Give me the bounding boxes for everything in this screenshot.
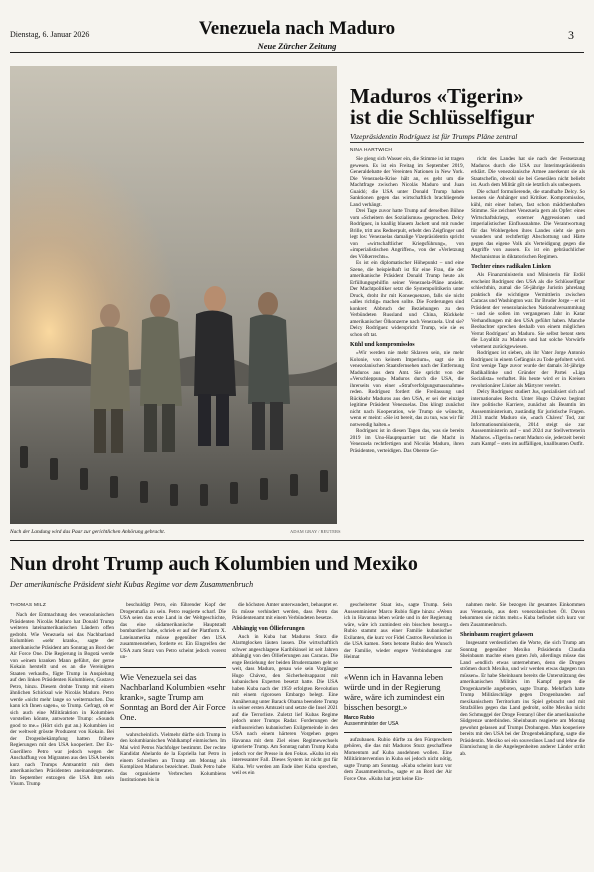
story2-subhead-2: Sheinbaum reagiert gelassen xyxy=(460,632,534,638)
paragraph: Als Finanzministerin und Ministerin für Erdöl erscheint Rodríguez den USA als die Schlüsselfigur schlechthin, zumal die 56-jährige Juristin jahrelang praktisch die wichtigste Vermittlerin zwischen Caracas und Washington war. Ihr Bruder Jorge – er ist Präsident der venezolanischen Nationalversammlung – und sie sollen im vergangenen Jahr in Katar Verhandlungen mit den USA geführt haben. Manche Beobachter sprechen deshalb von einem möglichen Verrat Rodríguez' an Maduro. Sie selbst betont stets die Loyalität zu Maduro und hat solche Vorwürfe vehement zurückgewiesen. xyxy=(471,272,585,350)
story2-author: THOMAS MILZ xyxy=(10,603,47,608)
quote-rule xyxy=(120,667,226,668)
header-rule xyxy=(10,52,584,53)
paragraph: wahrscheinlich. Vielmehr dürfte sich Trump in den kolumbianischen Wahlkampf einmischen. Im Mai wird Petros Nachfolger bestimmt. Der rechte Kandidat Abelardo de la Espriella hat Petro in einem Schreiben an Trump am Montag als Komplizen Maduros bezeichnet. Dank Petro habe das organisierte Verbrechen Kolumbiens Institutionen bis in xyxy=(120,731,226,783)
paragraph: Rodríguez ist sieben, als ihr Vater Jorge Antonio Rodríguez in einem Gefängnis zu Tode gefoltert wird. Erst wenige Tage zuvor wurde der damals 34-jährige Radikallinke und Gründer der Partei «Liga Socialista» verhaftet. Bis heute wird er in Kreisen revolutionärer Linker als Märtyrer verehrt. xyxy=(471,350,585,389)
paragraph: beschuldigt Petro, ein führender Kopf der Drogenmafia zu sein. Petro reagierte scharf. Die USA seien das erste Land in der Weltgeschichte, das eine südamerikanische Hauptstadt bombardiert habe, schrieb er auf der Plattform X. Lateinamerika müsse gegenüber den USA zusammenstehen, forderte er. Ein Eingreifen der USA zum Sturz von Petro scheint jedoch vorerst un- xyxy=(120,602,226,660)
story1-subhead-2: Tochter eines radikalen Linken xyxy=(471,264,551,270)
story2-column-2 xyxy=(120,602,226,868)
paragraph: Sie gieng sich Wasser ein, die Stimme ist ist tragen gewesen. Es ist ein Freitag im September 2019, Generaldebatte der Vereinten Nationen in New York. Die Venezuela-Krise hält an, es geht um die Machtfrage zwischen Nicolás Maduro und Juan Guaidó; die USA unter Donald Trump haben Sanktionen gegen das wirtschaftlich brachliegende Land verhängt. xyxy=(350,156,464,208)
newspaper-name: Neue Zürcher Zeitung xyxy=(257,41,337,51)
airport-scene-illustration xyxy=(10,66,337,524)
paragraph: Auch in Kuba hat Maduros Sturz die Alarmglocken läuten lassen. Die wirtschaftlich schwer angeschlagene Karibikinsel ist seit Jahren abhängig von den Öllieferungen aus Caracas. Die enge Beziehung der beiden Bruderstaaten geht so weit, dass Maduro, genau wie sein Vorgänger Hugo Chávez, den Sicherheitsapparat mit kubanischen Experten besetzt hatte. Die USA haben Kuba nach der 1959 erfolgten Revolution mit einem rigorosen Embargo belegt. Eine Annäherung unter Barack Obama beendete Trump in seiner ersten Amtszeit und setzte die Insel 2021 auf die Terrorliste. Zuletzt lief Kubas Regime jedoch unter Trumps Radar. Forderungen der einflussreichen kubanischen Exilgemeinde in den USA nach einem härteren Vorgehen gegen Havanna mit dem Ziel eines Regimewechsels ignorierte Trump. Am Sonntag nahm Trump Kuba jedoch vor der Presse in den Fokus. «Kuba ist ein interessanter Fall. Dieses System ist nicht gut für Kuba. Wir werden am Ende über Kuba sprechen, weil es ein xyxy=(232,633,338,776)
story2-headline: Nun droht Trump auch Kolumbien und Mexiko xyxy=(10,553,418,575)
story2-column-4 xyxy=(344,602,452,868)
quote-rule xyxy=(344,732,452,733)
paragraph: Delcy Rodríguez studiert Jus, spezialisiert sich auf internationales Recht. Unter Hugo Chávez beginnt ihre politische Karriere, zunächst als Beamtin im Aussenministerium, zuständig für juristische Fragen. 2013 macht Maduro sie, «nach Chávez' Tod, zur Informationsministerin, 2014 steigt sie zur Aussenministerin auf – und 2024 zur Stellvertreterin Maduros. «Tigerin» nennt Maduro sie, jederzeit bereit zum Kampf – stets im auffälligen, knallbunten Outfit. xyxy=(471,389,585,447)
pull-quote-1: Wie Venezuela sei das Nachbarland Kolumbien «sehr krank», sagte Trump am Sonntag an Bord der Air Force One. xyxy=(120,671,226,722)
section-divider xyxy=(10,540,584,541)
paragraph: richt des Landes hat sie nach der Festsetzung Maduros durch die USA zur Interimspräsidentin erklärt. Die venezolanische Armee anerkennt sie als Staatschefin, obwohl sie bei Generälen nicht beliebt ist. Auch dem Militär gilt sie letztlich als unbequem. xyxy=(471,156,585,188)
story1-headline-line2: ist die Schlüsselfigur xyxy=(350,105,535,129)
story1-column-1 xyxy=(350,156,464,530)
photo-credit: ADAM GRAY / REUTERS xyxy=(290,529,341,534)
paragraph: Insgesamt verdeutlichen die Worte, die sich Trump am Sonntag gegenüber Mexiko Präsidentin Claudia Sheinbaum machte einen guten Job, allerdings müsse das Land «endlich etwas unternehmen, denn die Drogen strömen durch Mexiko, und wir werden etwas dagegen tun müssen». Er habe Sheinbaum bereits die Unterstützung des amerikanischen Militärs im Kampf gegen die Drogenkartelle angeboten, sagte Trump. Mehrfach hatte Trump Militärschläge gegen Drogenbanden auf mexikanischem Territorium ins Spiel gebracht und mit Strafzöllen gegen das Land gedroht, sollte Mexiko nicht den Schmuggel der Droge Fentanyl über die amerikanische Südgrenze unterbinden. Sheinbaum reagierte am Montag gewohnt gelassen auf Trumps Drohungen. Man kooperiere bereits mit den USA bei der Drogenbekämpfung, sagte die Präsidentin. Mexiko sei ein souveränes Land und lehne die Einmischung in die Angelegenheiten anderer Länder strikt ab. xyxy=(460,640,585,757)
paragraph: Rodríguez ist in diesen Tagen das, was sie bereits 2019 im Uno-Hauptquartier tat: die Macht in Venezuela rechtfertigen und Nicolás Maduro, ihren Präsidenten, verteidigen. Das Oberste Ge- xyxy=(350,428,464,454)
photo-caption: Nach der Landung wird das Paar zur gerichtlichen Anhörung gebracht. xyxy=(10,529,166,535)
story1-author: NINA HARTWICH xyxy=(350,148,393,153)
story1-column-2 xyxy=(471,156,585,530)
paragraph: «Wir werden nie mehr Sklaven sein, nie mehr Kolonie, von keinem Imperium», sagt sie im venezolanischen Staatsfernsehen nach der Entfernung Maduros aus dem Amt. Sie spricht von der «Verschleppung» Maduros durch die USA, die ihrerseits von einer «Strafverfolgungsmassnahme» reden. Rodríguez fordert die Freilassung und Rückkehr Maduros aus den USA, er sei der einzige legitime Präsident Venezuelas. Das klingt zunächst nicht nach Kooperation, wie Trump sie wünscht, wenn er meint: «Sie ist bereit, das zu tun, was wir für notwendig halten.» xyxy=(350,350,464,428)
page-number: 3 xyxy=(568,28,574,42)
story2-column-1 xyxy=(10,612,114,868)
paragraph: Die scharf formulierende, die standhafte Delcy. So kennen sie Anhänger und Kritiker. Kompromisslos, kühl, mit einer hohen, fast schon mädchenhaften Stimme. Sie zeichnet Venezuela gern als Opfer: eines Wirtschaftskriegs, externer Aggressionen und imperialistischer Einflussnahme. Die Verantwortung für das Wohlergehen ihres Landes sieht sie gern woanders und rechtfertigt Abschottung und Härte gegen das eigene Volk als Verteidigung gegen die Angriffe von aussen. Es ist ein gebräuchlicher Mechanismus in diktatorischen Regimen. xyxy=(471,188,585,260)
paragraph: Drei Tage zuvor hatte Trump auf derselben Bühne vom «Scheitern des Sozialismus» gesprochen. Delcy Rodríguez, in knallig blauem Jackett und mit runder Brille, tritt ans Rednerpult, erhebt den Zeigfinger und legt los: Venezuelas damalige Vizepräsidentin spricht von «wirtschaftlicher Kriegsführung», von «imperialistischen Angriffen», von der «Verletzung des Völkerrechts». xyxy=(350,208,464,260)
story2-column-3 xyxy=(232,602,338,868)
story2-subhead-1: Abhängig von Öllieferungen xyxy=(232,625,305,632)
story2-subtitle: Der amerikanische Präsident sieht Kubas Regime vor dem Zusammenbruch xyxy=(10,580,254,589)
story1-subhead-1: Kühl und kompromisslos xyxy=(350,342,415,348)
pull-quote-2: «Wenn ich in Havanna leben würde und in der Regierung wäre, wäre ich zumindest ein bisschen besorgt.» xyxy=(344,671,445,712)
issue-date: Dienstag, 6. Januar 2026 xyxy=(10,30,90,39)
quote-author-role: Aussenminister der USA xyxy=(344,721,399,727)
section-title: Venezuela nach Maduro xyxy=(198,18,396,39)
quote-author-name: Marco Rubio xyxy=(344,714,375,721)
paragraph: aufzubauen. Rubio dürfte zu den Fürsprechern gehören, die das mit Maduros Sturz geschaffene Momentum auf Kuba ausdehnen wollen. Eine Militärintervention in Kuba sei jedoch nicht nötig, sagte Trump am Sonntag. «Kuba scheint kurz vor dem Zusammenbruch», sagte er an Bord der Air Force One. «Kuba hat jetzt keine Ein- xyxy=(344,736,452,782)
story1-rule xyxy=(350,142,584,143)
quote-rule xyxy=(120,727,226,728)
story2-column-5 xyxy=(460,602,585,868)
story1-subtitle: Vizepräsidentin Rodríguez ist für Trumps Pläne zentral xyxy=(350,132,518,141)
paragraph: Es ist ein diplomatischer Höhepunkt – und eine Szene, die beispielhaft ist für eine Frau, die der amerikanische Präsident Donald Trump heute als Erfüllungsgehilfin seiner Venezuela-Pläne ansieht. Der Machtpolitiker setzt die Systempolitikerin unter Druck, droht ihr mit Konsequenzen, falls sie nicht «alles richtig» machen sollte. Die Forderungen sind konkret: Abbruch der Beziehungen zu den Verbündeten Russland und China, Rückkehr amerikanischer Ölkonzerne nach Venezuela. Und sie? Delcy Rodríguez widerspricht Trump, wie sie es schon oft tat. xyxy=(350,260,464,338)
quote-rule xyxy=(344,667,452,668)
paragraph: nahmen mehr. Sie bezogen ihr gesamtes Einkommen aus Venezuela, aus dem venezolanischen Öl. Davon bekommen sie nichts mehr.» Kuba befindet sich kurz vor dem Zusammenbruch. xyxy=(460,602,585,628)
paragraph: Nach der Entmachtung des venezolanischen Präsidenten Nicolás Maduro hat Donald Trump weiteren lateinamerikanischen Ländern offen gedroht. Wie Venezuela sei das Nachbarland Kolumbien «sehr krank», sagte der amerikanische Präsident am Sonntag an Bord der Air Force One. Die Regierung in Bogotá werde von «einem kranken Mann geführt, der gerne Kokain herstellt und es an die Vereinigten Staaten verkauft», fügte Trump in Anspielung auf den linken Präsidenten Kolumbiens, Gustavo Petro, hinzu. Diesem drohte Trump mit einem ähnlichen Schicksal wie Nicolás Maduro. Petro werde «nicht mehr lange so weitermachen. Das kann ich Ihnen sagen», so Trump. Gefragt, ob er sich auch eine Militäraktion in Kolumbien vorstellen könnte, antwortete Trump: «Sounds good to me.» (Hört sich gut an.) Kolumbien ist der weltweit grösste Produzent von Kokain. Bei der Drogenbekämpfung hatten frühere Regierungen mit den USA kooperiert. Der Ex-Guerillero Petro war jedoch wegen der Anschaffung von Migranten aus den USA bereits kurz nach Trumps Amtsantritt mit dem amerikanischen Präsidenten aneinandergeraten. Im September entzogen die USA ihm sein Visum. Trump xyxy=(10,612,114,787)
story1-headline-line1: Maduros «Tigerin» xyxy=(350,84,524,108)
paragraph: die höchsten Ämter unterwandert, behauptet er. Es müsse verhindert werden, dass Petro das Präsidentenamt mit einem Verbündeten besetze. xyxy=(232,602,338,621)
news-photo xyxy=(10,66,337,524)
story1-headline xyxy=(350,86,590,128)
paragraph: gescheiterter Staat ist», sagte Trump. Sein Aussenminister Marco Rubio fügte hinzu: «Wenn ich in Havanna leben würde und in der Regierung wäre, wäre ich zumindest ein bisschen besorgt.» Rubio stammt aus einer Familie kubanischer Exilanten, die kurz vor Fidel Castros Revolution in die USA kamen. Stets betonte Rubio den Wunsch der Familie, wieder engere Verbindungen zur Heimat xyxy=(344,602,452,660)
